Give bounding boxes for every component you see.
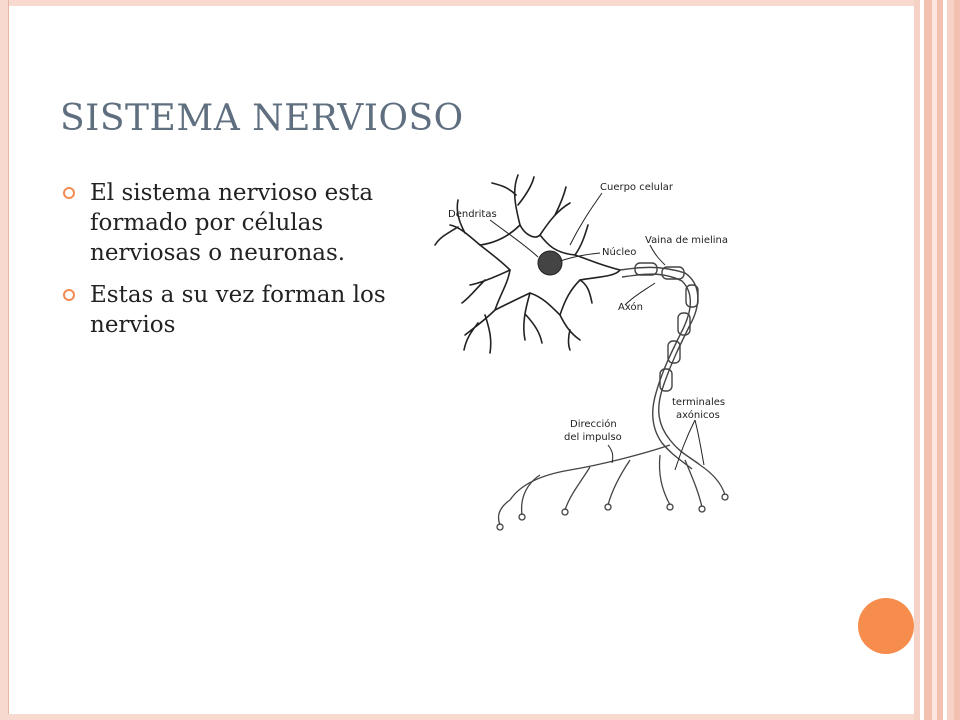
label-cuerpo-celular: Cuerpo celular — [600, 182, 674, 193]
bullet-item — [60, 178, 420, 268]
bullet-circle-icon — [63, 289, 75, 301]
nucleus — [538, 251, 562, 275]
slide-title: SISTEMA NERVIOSO — [60, 98, 464, 139]
accent-circle — [858, 598, 914, 654]
axon — [620, 263, 700, 469]
label-axon: Axón — [618, 302, 643, 313]
frame-bottom-border — [0, 714, 960, 720]
label-vaina-mielina: Vaina de mielina — [645, 235, 728, 246]
frame-left-border — [0, 0, 9, 720]
bullet-list — [60, 178, 420, 352]
label-direccion: Dirección — [570, 419, 617, 430]
label-dendritas: Dendritas — [448, 209, 497, 220]
frame-top-border — [0, 0, 960, 6]
neuron-diagram — [430, 165, 790, 545]
bullet-item — [60, 280, 420, 340]
neuron-cell-body — [435, 175, 620, 353]
label-nucleo: Núcleo — [602, 247, 637, 258]
label-del-impulso: del impulso — [564, 432, 622, 443]
label-axonicos: axónicos — [676, 410, 720, 421]
right-stripes-decoration — [914, 0, 960, 720]
label-terminales: terminales — [672, 397, 726, 408]
bullet-text: El sistema nervioso esta formado por células nerviosas o neuronas. — [90, 180, 374, 266]
bullet-circle-icon — [63, 187, 75, 199]
bullet-text: Estas a su vez forman los nervios — [90, 282, 386, 338]
